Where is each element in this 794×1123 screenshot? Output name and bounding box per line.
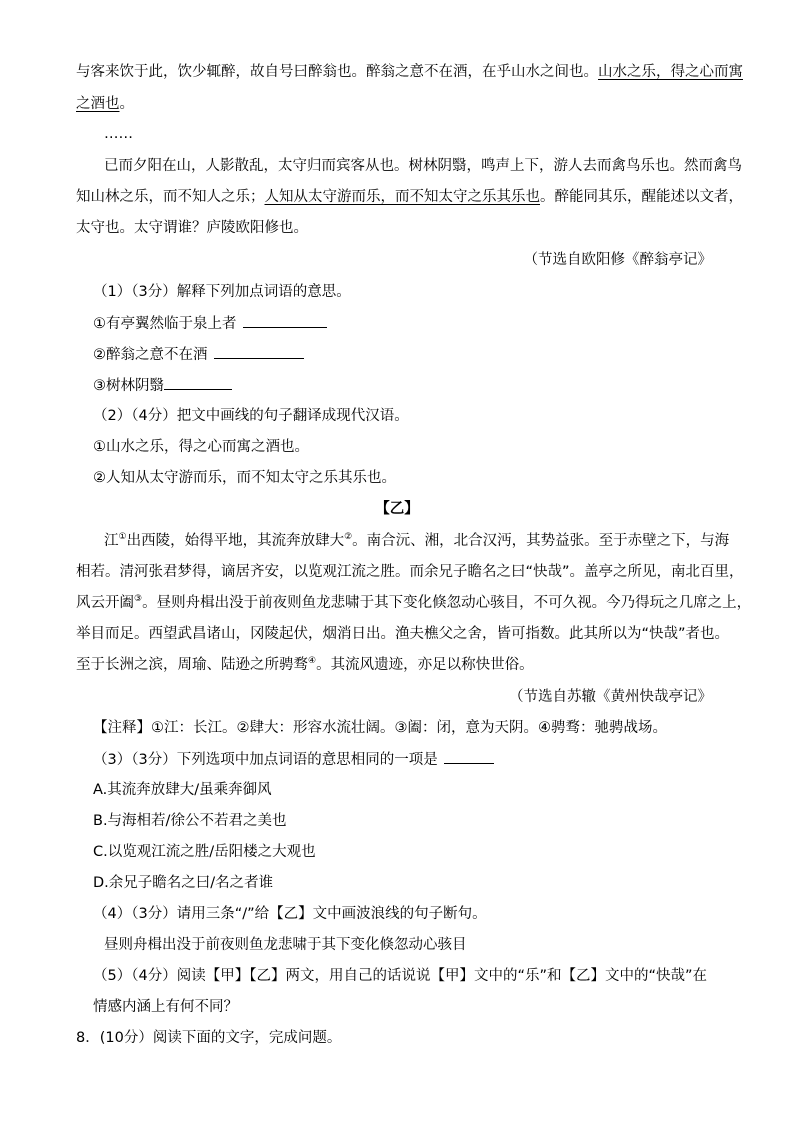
footnote-marker: ④: [308, 656, 317, 667]
answer-blank[interactable]: [444, 749, 494, 764]
yi-line4: 举目而足。西望武昌诸山，冈陵起伏，烟消日出。渔夫樵父之舍，皆可指数。此其所以为“快哉”者也。: [76, 626, 730, 642]
q2-item2: ②人知从太守游而乐，而不知太守之乐其乐也。: [93, 470, 396, 486]
q1-item2: [93, 344, 304, 365]
jia-para2-line1: 已而夕阳在山，人影散乱，太守归而宾客从也。树林阴翳，鸣声上下，游人去而禽鸟乐也。然而禽鸟: [104, 158, 742, 174]
q8-title: 8．(10分）阅读下面的文字，完成问题。: [76, 1030, 342, 1046]
text-span: 出西陵，始得平地，其流奔放肆大: [126, 533, 345, 549]
q1-item3-text: ③树林阴翳: [93, 378, 164, 394]
q4-sentence: 昼则舟楫出没于前夜则鱼龙悲啸于其下变化倏忽动心骇目: [104, 937, 467, 953]
q2-stem: （2）（4分）把文中画线的句子翻译成现代汉语。: [93, 408, 409, 424]
text-span: 。南合沅、湘，北合汉沔，其势益张。至于赤壁之下，与海: [352, 533, 730, 549]
text-span: 。: [119, 96, 134, 112]
yi-line2: 相若。清河张君梦得，谪居齐安，以览观江流之胜。而余兄子瞻名之曰“快哉”。盖亭之所见，南北百里，: [76, 564, 744, 580]
jia-para1-line2: [76, 94, 134, 114]
yi-heading: 【乙】: [375, 501, 419, 517]
q3-option-a: A.其流奔放肆大/虽乘奔御风: [93, 782, 272, 798]
q1-item1: [93, 313, 327, 334]
underlined-sentence: 之酒也: [76, 96, 120, 112]
jia-para2-line3: 太守也。太守谓谁？庐陵欧阳修也。: [76, 220, 308, 236]
footnote-marker: ②: [344, 532, 353, 543]
underlined-sentence: 山水之乐，得之心而寓: [598, 64, 743, 80]
q3-option-c: C.以览观江流之胜/岳阳楼之大观也: [93, 844, 316, 860]
q1-stem: （1）（3分）解释下列加点词语的意思。: [93, 284, 351, 300]
answer-blank[interactable]: [243, 313, 327, 328]
jia-para1-line1: [76, 62, 743, 82]
q3-option-b: B.与海相若/徐公不若君之美也: [93, 813, 287, 829]
footnote-marker: ③: [134, 594, 143, 605]
yi-source: （节选自苏辙《黄州快哉亭记》: [509, 689, 712, 705]
underlined-sentence: 人知从太守游而乐，而不知太守之乐其乐也: [264, 189, 540, 205]
q1-item1-text: ①有亭翼然临于泉上者: [93, 316, 237, 332]
answer-blank[interactable]: [164, 375, 232, 390]
footnote-marker: ①: [118, 532, 127, 543]
ellipsis: ……: [104, 126, 133, 142]
text-span: 至于长洲之滨，周瑜、陆逊之所骋骛: [76, 657, 308, 673]
q3-stem: [93, 749, 494, 770]
q3-option-d: D.余兄子瞻名之曰/名之者谁: [93, 875, 274, 891]
yi-line3: [76, 593, 751, 613]
answer-blank[interactable]: [214, 344, 304, 359]
q4-stem: （4）（3分）请用三条“/”给【乙】文中画波浪线的句子断句。: [93, 906, 487, 922]
q1-item2-text: ②醉翁之意不在酒: [93, 347, 208, 363]
q2-item1: ①山水之乐，得之心而寓之酒也。: [93, 439, 309, 455]
yi-line5: [76, 655, 534, 675]
text-span: 。其流风遗迹，亦足以称快世俗。: [316, 657, 534, 673]
wavy-underlined-sentence: 。昼则舟楫出没于前夜则鱼龙悲啸于其下变化倏忽动心骇目，不可久视。今乃得玩之几席之上，: [142, 595, 752, 611]
text-span: 。醉能同其乐，醒能述以文者，: [540, 189, 743, 205]
q5-line1: （5）（4分）阅读【甲】【乙】两文，用自己的话说说【甲】文中的“乐”和【乙】文中的“快哉”在: [93, 968, 707, 984]
jia-para2-line2: [76, 187, 743, 207]
text-span: 与客来饮于此，饮少辄醉，故自号曰醉翁也。醉翁之意不在酒，在乎山水之间也。: [76, 64, 598, 80]
q3-stem-text: （3）（3分）下列选项中加点词语的意思相同的一项是: [93, 752, 438, 768]
q5-line2: 情感内涵上有何不同？: [93, 999, 238, 1015]
yi-notes: 【注释】①江：长江。②肆大：形容水流壮阔。③阖：闭，意为天阴。④骋骛：驰骋战场。: [93, 720, 667, 736]
q1-item3: [93, 375, 232, 396]
text-span: 风云开阖: [76, 595, 134, 611]
jia-source: （节选自欧阳修《醉翁亭记》: [523, 252, 712, 268]
yi-line1: [104, 531, 729, 551]
text-span: 江: [104, 533, 119, 549]
text-span: 知山林之乐，而不知人之乐；: [76, 189, 265, 205]
